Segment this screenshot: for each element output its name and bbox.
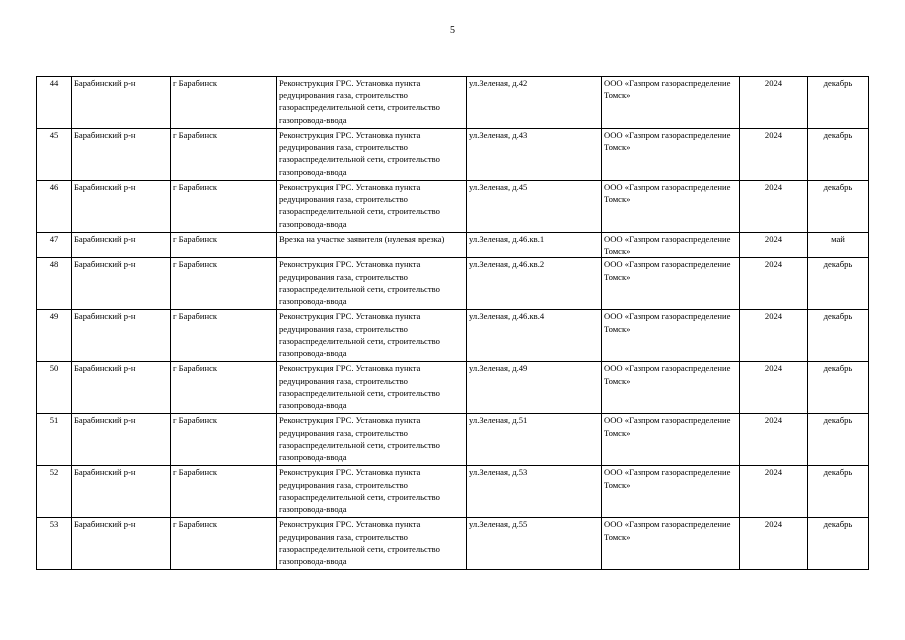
company-cell: ООО «Газпром газораспределение Томск» (602, 77, 740, 129)
address-cell: ул.Зеленая, д.55 (467, 518, 602, 570)
row-number-cell: 49 (37, 310, 72, 362)
table-row (37, 414, 869, 466)
year-cell: 2024 (740, 233, 808, 258)
year-cell: 2024 (740, 414, 808, 466)
company-cell: ООО «Газпром газораспределение Томск» (602, 310, 740, 362)
year-cell: 2024 (740, 518, 808, 570)
row-number-cell: 51 (37, 414, 72, 466)
year-cell: 2024 (740, 77, 808, 129)
row-number-cell: 53 (37, 518, 72, 570)
locality-cell: г Барабинск (171, 258, 277, 310)
locality-cell: г Барабинск (171, 77, 277, 129)
address-cell: ул.Зеленая, д.49 (467, 362, 602, 414)
district-cell: Барабинский р-н (72, 414, 171, 466)
locality-cell: г Барабинск (171, 466, 277, 518)
address-cell: ул.Зеленая, д.51 (467, 414, 602, 466)
table-row (37, 310, 869, 362)
row-number-cell: 52 (37, 466, 72, 518)
locality-cell: г Барабинск (171, 181, 277, 233)
work-description-cell: Реконструкция ГРС. Установка пункта редуцирования газа, строительство газораспределительной сети, строительство газопровода-ввода (277, 466, 467, 518)
company-cell: ООО «Газпром газораспределение Томск» (602, 518, 740, 570)
locality-cell: г Барабинск (171, 233, 277, 258)
locality-cell: г Барабинск (171, 414, 277, 466)
year-cell: 2024 (740, 466, 808, 518)
row-number-cell: 46 (37, 181, 72, 233)
table-row (37, 518, 869, 570)
work-description-cell: Реконструкция ГРС. Установка пункта редуцирования газа, строительство газораспределительной сети, строительство газопровода-ввода (277, 362, 467, 414)
work-description-cell: Реконструкция ГРС. Установка пункта редуцирования газа, строительство газораспределительной сети, строительство газопровода-ввода (277, 77, 467, 129)
year-cell: 2024 (740, 129, 808, 181)
month-cell: декабрь (808, 310, 869, 362)
month-cell: декабрь (808, 518, 869, 570)
locality-cell: г Барабинск (171, 310, 277, 362)
company-cell: ООО «Газпром газораспределение Томск» (602, 466, 740, 518)
district-cell: Барабинский р-н (72, 466, 171, 518)
month-cell: декабрь (808, 258, 869, 310)
district-cell: Барабинский р-н (72, 181, 171, 233)
work-description-cell: Реконструкция ГРС. Установка пункта редуцирования газа, строительство газораспределительной сети, строительство газопровода-ввода (277, 310, 467, 362)
month-cell: декабрь (808, 414, 869, 466)
address-cell: ул.Зеленая, д.53 (467, 466, 602, 518)
month-cell: декабрь (808, 77, 869, 129)
row-number-cell: 48 (37, 258, 72, 310)
month-cell: декабрь (808, 466, 869, 518)
row-number-cell: 45 (37, 129, 72, 181)
work-description-cell: Реконструкция ГРС. Установка пункта редуцирования газа, строительство газораспределительной сети, строительство газопровода-ввода (277, 181, 467, 233)
table-row (37, 129, 869, 181)
district-cell: Барабинский р-н (72, 77, 171, 129)
locality-cell: г Барабинск (171, 518, 277, 570)
month-cell: май (808, 233, 869, 258)
work-description-cell: Реконструкция ГРС. Установка пункта редуцирования газа, строительство газораспределительной сети, строительство газопровода-ввода (277, 414, 467, 466)
company-cell: ООО «Газпром газораспределение Томск» (602, 362, 740, 414)
row-number-cell: 50 (37, 362, 72, 414)
company-cell: ООО «Газпром газораспределение Томск» (602, 414, 740, 466)
address-cell: ул.Зеленая, д.46.кв.1 (467, 233, 602, 258)
company-cell: ООО «Газпром газораспределение Томск» (602, 181, 740, 233)
table-row (37, 77, 869, 129)
address-cell: ул.Зеленая, д.45 (467, 181, 602, 233)
year-cell: 2024 (740, 310, 808, 362)
district-cell: Барабинский р-н (72, 310, 171, 362)
district-cell: Барабинский р-н (72, 362, 171, 414)
company-cell: ООО «Газпром газораспределение Томск» (602, 258, 740, 310)
address-cell: ул.Зеленая, д.46.кв.4 (467, 310, 602, 362)
year-cell: 2024 (740, 362, 808, 414)
month-cell: декабрь (808, 181, 869, 233)
table-row (37, 466, 869, 518)
company-cell: ООО «Газпром газораспределение Томск» (602, 129, 740, 181)
row-number-cell: 44 (37, 77, 72, 129)
table-row (37, 258, 869, 310)
locality-cell: г Барабинск (171, 362, 277, 414)
address-cell: ул.Зеленая, д.43 (467, 129, 602, 181)
address-cell: ул.Зеленая, д.46.кв.2 (467, 258, 602, 310)
table-row (37, 362, 869, 414)
table-row (37, 181, 869, 233)
month-cell: декабрь (808, 129, 869, 181)
district-cell: Барабинский р-н (72, 129, 171, 181)
address-cell: ул.Зеленая, д.42 (467, 77, 602, 129)
work-description-cell: Реконструкция ГРС. Установка пункта редуцирования газа, строительство газораспределительной сети, строительство газопровода-ввода (277, 518, 467, 570)
work-description-cell: Реконструкция ГРС. Установка пункта редуцирования газа, строительство газораспределительной сети, строительство газопровода-ввода (277, 129, 467, 181)
district-cell: Барабинский р-н (72, 518, 171, 570)
locality-cell: г Барабинск (171, 129, 277, 181)
table-row (37, 233, 869, 258)
row-number-cell: 47 (37, 233, 72, 258)
company-cell: ООО «Газпром газораспределение Томск» (602, 233, 740, 258)
district-cell: Барабинский р-н (72, 258, 171, 310)
year-cell: 2024 (740, 181, 808, 233)
year-cell: 2024 (740, 258, 808, 310)
work-description-cell: Реконструкция ГРС. Установка пункта редуцирования газа, строительство газораспределительной сети, строительство газопровода-ввода (277, 258, 467, 310)
month-cell: декабрь (808, 362, 869, 414)
work-description-cell: Врезка на участке заявителя (нулевая врезка) (277, 233, 467, 258)
district-cell: Барабинский р-н (72, 233, 171, 258)
gasification-schedule-table (36, 76, 869, 570)
page-number: 5 (450, 25, 455, 36)
